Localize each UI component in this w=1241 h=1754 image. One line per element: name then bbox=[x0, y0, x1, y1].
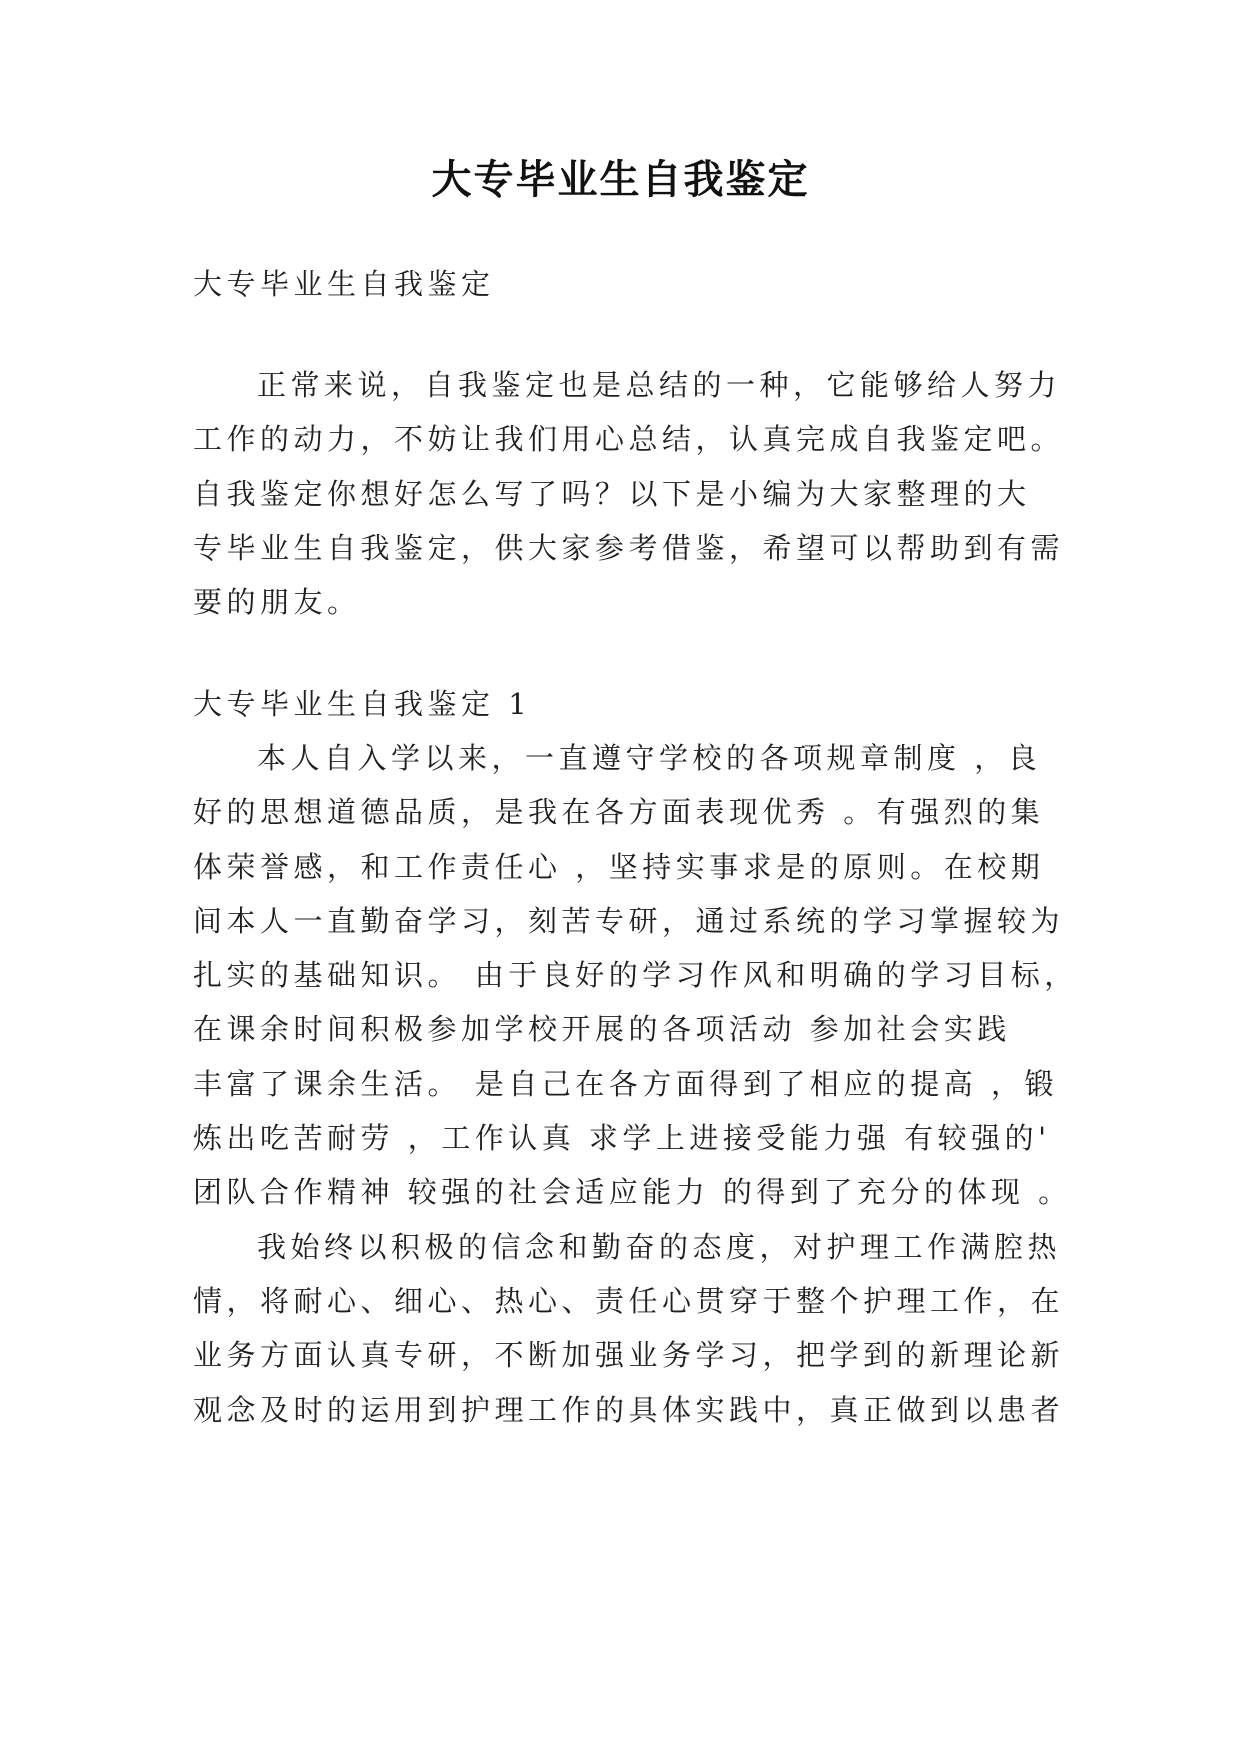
section1-line: 本人自入学以来，一直遵守学校的各项规章制度 ，良 bbox=[257, 741, 1042, 775]
section1-line: 好的思想道德品质，是我在各方面表现优秀 。有强烈的集 bbox=[193, 795, 1045, 829]
section1-line: 团队合作精神 较强的社会适应能力 的得到了充分的体现 。 bbox=[193, 1175, 1072, 1209]
section1-line: 体荣誉感，和工作责任心 ，坚持实事求是的原则。在校期 bbox=[193, 850, 1045, 884]
intro-line: 工作的动力，不妨让我们用心总结，认真完成自我鉴定吧。 bbox=[193, 422, 1065, 456]
section-heading: 大专毕业生自我鉴定 1 bbox=[193, 687, 532, 721]
intro-line: 自我鉴定你想好怎么写了吗？以下是小编为大家整理的大 bbox=[193, 477, 1031, 511]
document-subtitle: 大专毕业生自我鉴定 bbox=[193, 267, 495, 301]
section2-line: 业务方面认真专研，不断加强业务学习，把学到的新理论新 bbox=[193, 1338, 1065, 1372]
intro-line: 正常来说，自我鉴定也是总结的一种，它能够给人努力 bbox=[257, 368, 1062, 402]
intro-line: 要的朋友。 bbox=[193, 585, 361, 619]
section1-line: 炼出吃苦耐劳 ，工作认真 求学上进接受能力强 有较强的' bbox=[193, 1121, 1051, 1155]
section1-line: 间本人一直勤奋学习，刻苦专研，通过系统的学习掌握较为 bbox=[193, 904, 1065, 938]
section2-line: 情，将耐心、细心、热心、责任心贯穿于整个护理工作，在 bbox=[193, 1284, 1065, 1318]
section1-line: 在课余时间积极参加学校开展的各项活动 参加社会实践 bbox=[193, 1012, 1011, 1046]
section1-line: 扎实的基础知识。 由于良好的学习作风和明确的学习目标， bbox=[193, 958, 1078, 992]
document-title: 大专毕业生自我鉴定 bbox=[431, 157, 810, 203]
section2-line: 观念及时的运用到护理工作的具体实践中，真正做到以患者 bbox=[193, 1393, 1065, 1427]
section1-line: 丰富了课余生活。 是自己在各方面得到了相应的提高 ，锻 bbox=[193, 1067, 1058, 1101]
section2-line: 我始终以积极的信念和勤奋的态度，对护理工作满腔热 bbox=[257, 1230, 1062, 1264]
intro-line: 专毕业生自我鉴定，供大家参考借鉴，希望可以帮助到有需 bbox=[193, 531, 1065, 565]
